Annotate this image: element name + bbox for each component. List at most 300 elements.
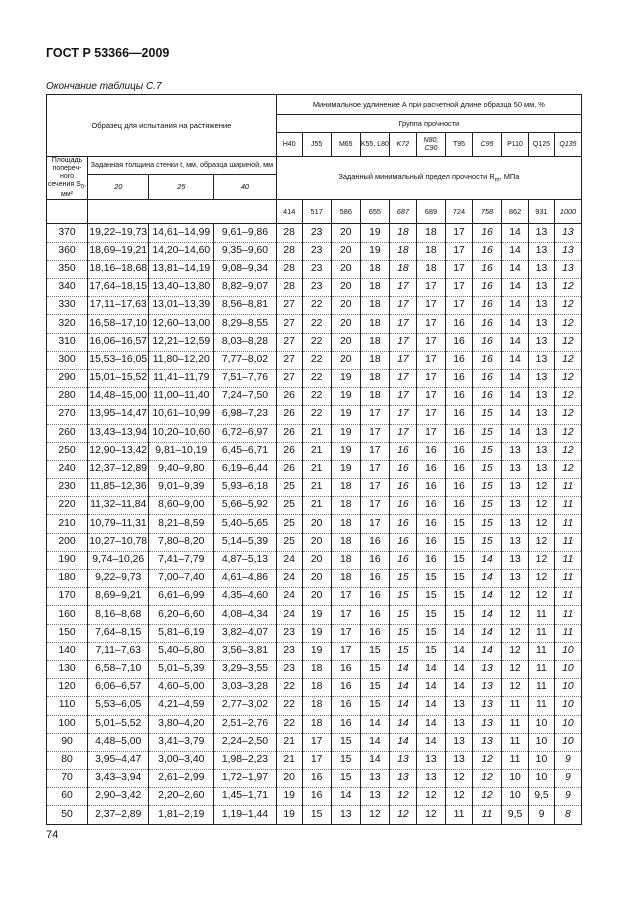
elongation-cell: 14 <box>416 715 445 733</box>
table-row <box>47 260 582 278</box>
strength-687: 687 <box>389 200 416 224</box>
elongation-cell: 15 <box>446 551 473 569</box>
table-row <box>47 624 582 642</box>
thickness-cell: 9,01–9,39 <box>149 479 214 497</box>
elongation-cell: 13 <box>529 333 555 351</box>
elongation-cell: 18 <box>360 388 389 406</box>
elongation-cell: 16 <box>446 369 473 387</box>
grade--110: Р110 <box>502 133 529 157</box>
table-row <box>47 588 582 606</box>
elongation-cell: 15 <box>446 606 473 624</box>
thickness-cell: 9,74–10,26 <box>87 551 148 569</box>
table-row <box>47 333 582 351</box>
grade--65: М65 <box>331 133 360 157</box>
area-cell: 240 <box>47 460 88 478</box>
elongation-cell: 18 <box>389 260 416 278</box>
table-row <box>47 697 582 715</box>
elongation-cell: 25 <box>276 479 302 497</box>
elongation-cell: 13 <box>416 770 445 788</box>
thickness-cell: 2,77–3,02 <box>214 697 277 715</box>
elongation-cell: 14 <box>502 315 529 333</box>
elongation-cell: 12 <box>529 551 555 569</box>
elongation-cell: 14 <box>502 424 529 442</box>
elongation-cell: 11 <box>529 606 555 624</box>
thickness-cell: 2,24–2,50 <box>214 733 277 751</box>
elongation-cell: 20 <box>331 297 360 315</box>
elongation-cell: 15 <box>331 733 360 751</box>
elongation-cell: 14 <box>360 751 389 769</box>
elongation-cell: 16 <box>472 260 501 278</box>
area-cell: 220 <box>47 497 88 515</box>
elongation-cell: 13 <box>472 679 501 697</box>
table-row <box>47 351 582 369</box>
thickness-cell: 8,29–8,55 <box>214 315 277 333</box>
elongation-cell: 14 <box>389 660 416 678</box>
area-cell: 80 <box>47 751 88 769</box>
elongation-cell: 22 <box>276 715 302 733</box>
elongation-cell: 13 <box>502 515 529 533</box>
elongation-cell: 13 <box>529 260 555 278</box>
thickness-cell: 4,48–5,00 <box>87 733 148 751</box>
grade--40: Н40 <box>276 133 302 157</box>
width-25: 25 <box>149 174 214 200</box>
elongation-cell: 13 <box>389 770 416 788</box>
elongation-cell: 16 <box>389 497 416 515</box>
elongation-cell: 10 <box>529 751 555 769</box>
elongation-cell: 14 <box>446 642 473 660</box>
thickness-cell: 16,06–16,57 <box>87 333 148 351</box>
elongation-cell: 16 <box>331 697 360 715</box>
area-cell: 200 <box>47 533 88 551</box>
elongation-cell: 18 <box>331 570 360 588</box>
grade-k72: K72 <box>389 133 416 157</box>
area-cell: 210 <box>47 515 88 533</box>
strength-group-header: Группа прочности <box>276 115 581 133</box>
elongation-cell: 17 <box>389 315 416 333</box>
elongation-cell: 16 <box>472 351 501 369</box>
grade-c95: C95 <box>472 133 501 157</box>
elongation-cell: 17 <box>446 224 473 242</box>
elongation-cell: 14 <box>360 733 389 751</box>
area-cell: 350 <box>47 260 88 278</box>
elongation-cell: 12 <box>389 806 416 824</box>
elongation-cell: 15 <box>331 770 360 788</box>
elongation-cell: 18 <box>360 260 389 278</box>
table-row <box>47 369 582 387</box>
area-cell: 320 <box>47 315 88 333</box>
elongation-cell: 19 <box>360 224 389 242</box>
thickness-cell: 6,58–7,10 <box>87 660 148 678</box>
elongation-cell: 22 <box>276 697 302 715</box>
elongation-cell: 16 <box>446 424 473 442</box>
thickness-cell: 10,79–11,31 <box>87 515 148 533</box>
elongation-cell: 12 <box>529 479 555 497</box>
area-cell: 50 <box>47 806 88 824</box>
elongation-cell: 20 <box>302 533 331 551</box>
elongation-cell: 22 <box>276 679 302 697</box>
elongation-cell: 12 <box>554 351 581 369</box>
elongation-cell: 13 <box>472 733 501 751</box>
elongation-cell: 16 <box>446 315 473 333</box>
elongation-cell: 22 <box>302 297 331 315</box>
area-cell: 370 <box>47 224 88 242</box>
thickness-cell: 9,22–9,73 <box>87 570 148 588</box>
table-row <box>47 733 582 751</box>
table-row <box>47 788 582 806</box>
strength-414: 414 <box>276 200 302 224</box>
elongation-cell: 10 <box>554 679 581 697</box>
thickness-cell: 4,08–4,34 <box>214 606 277 624</box>
elongation-cell: 15 <box>472 533 501 551</box>
elongation-cell: 14 <box>502 242 529 260</box>
elongation-cell: 13 <box>502 551 529 569</box>
elongation-cell: 26 <box>276 424 302 442</box>
elongation-cell: 13 <box>529 388 555 406</box>
elongation-cell: 15 <box>472 515 501 533</box>
thickness-cell: 5,66–5,92 <box>214 497 277 515</box>
thickness-cell: 6,20–6,60 <box>149 606 214 624</box>
elongation-cell: 11 <box>529 624 555 642</box>
elongation-cell: 11 <box>554 624 581 642</box>
elongation-cell: 10 <box>502 770 529 788</box>
elongation-cell: 12 <box>529 515 555 533</box>
elongation-cell: 10 <box>529 770 555 788</box>
elongation-cell: 18 <box>360 297 389 315</box>
thickness-cell: 8,16–8,68 <box>87 606 148 624</box>
thickness-cell: 11,00–11,40 <box>149 388 214 406</box>
elongation-cell: 20 <box>331 279 360 297</box>
elongation-cell: 12 <box>502 588 529 606</box>
elongation-cell: 21 <box>302 479 331 497</box>
thickness-cell: 7,80–8,20 <box>149 533 214 551</box>
elongation-cell: 13 <box>502 497 529 515</box>
thickness-cell: 11,80–12,20 <box>149 351 214 369</box>
elongation-cell: 12 <box>529 533 555 551</box>
elongation-cell: 17 <box>446 279 473 297</box>
elongation-cell: 27 <box>276 333 302 351</box>
elongation-cell: 14 <box>502 406 529 424</box>
elongation-cell: 13 <box>529 315 555 333</box>
elongation-cell: 14 <box>389 679 416 697</box>
elongation-cell: 14 <box>502 351 529 369</box>
elongation-cell: 17 <box>360 497 389 515</box>
elongation-cell: 13 <box>529 242 555 260</box>
elongation-cell: 16 <box>302 770 331 788</box>
elongation-cell: 15 <box>360 660 389 678</box>
elongation-cell: 13 <box>502 570 529 588</box>
elongation-cell: 17 <box>416 406 445 424</box>
elongation-cell: 10 <box>554 733 581 751</box>
area-cell: 270 <box>47 406 88 424</box>
elongation-cell: 16 <box>389 442 416 460</box>
elongation-cell: 25 <box>276 497 302 515</box>
thickness-cell: 4,35–4,60 <box>214 588 277 606</box>
elongation-cell: 16 <box>446 460 473 478</box>
elongation-cell: 17 <box>389 406 416 424</box>
elongation-cell: 21 <box>302 460 331 478</box>
elongation-cell: 12 <box>554 460 581 478</box>
elongation-cell: 11 <box>529 679 555 697</box>
elongation-cell: 12 <box>554 369 581 387</box>
thickness-cell: 7,24–7,50 <box>214 388 277 406</box>
elongation-cell: 16 <box>416 460 445 478</box>
strength-586: 586 <box>331 200 360 224</box>
elongation-cell: 18 <box>331 551 360 569</box>
elongation-cell: 11 <box>502 697 529 715</box>
elongation-cell: 17 <box>331 624 360 642</box>
elongation-cell: 9,5 <box>529 788 555 806</box>
elongation-cell: 16 <box>446 351 473 369</box>
strength-931: 931 <box>529 200 555 224</box>
thickness-cell: 16,58–17,10 <box>87 315 148 333</box>
elongation-cell: 18 <box>331 497 360 515</box>
elongation-cell: 19 <box>302 606 331 624</box>
thickness-cell: 14,20–14,60 <box>149 242 214 260</box>
elongation-cell: 26 <box>276 460 302 478</box>
grade-j55: J55 <box>302 133 331 157</box>
thickness-cell: 2,37–2,89 <box>87 806 148 824</box>
elongation-cell: 16 <box>360 533 389 551</box>
elongation-cell: 19 <box>331 388 360 406</box>
elongation-cell: 26 <box>276 442 302 460</box>
thickness-cell: 3,29–3,55 <box>214 660 277 678</box>
elongation-cell: 19 <box>331 424 360 442</box>
thickness-cell: 4,87–5,13 <box>214 551 277 569</box>
table-row <box>47 806 582 824</box>
elongation-cell: 27 <box>276 297 302 315</box>
elongation-cell: 15 <box>302 806 331 824</box>
elongation-cell: 14 <box>472 624 501 642</box>
table-row <box>47 242 582 260</box>
elongation-cell: 14 <box>472 570 501 588</box>
thickness-cell: 2,20–2,60 <box>149 788 214 806</box>
elongation-cell: 16 <box>416 515 445 533</box>
elongation-cell: 16 <box>446 406 473 424</box>
elongation-cell: 11 <box>529 697 555 715</box>
area-cell: 110 <box>47 697 88 715</box>
elongation-cell: 17 <box>389 369 416 387</box>
elongation-cell: 18 <box>360 369 389 387</box>
area-cell: 230 <box>47 479 88 497</box>
elongation-cell: 13 <box>502 442 529 460</box>
elongation-cell: 14 <box>416 679 445 697</box>
elongation-cell: 17 <box>416 333 445 351</box>
thickness-cell: 10,27–10,78 <box>87 533 148 551</box>
elongation-cell: 16 <box>472 242 501 260</box>
area-cell: 250 <box>47 442 88 460</box>
thickness-cell: 3,43–3,94 <box>87 770 148 788</box>
elongation-cell: 11 <box>554 606 581 624</box>
elongation-cell: 14 <box>389 715 416 733</box>
elongation-cell: 16 <box>416 497 445 515</box>
elongation-cell: 17 <box>331 606 360 624</box>
page-number: 74 <box>46 829 59 841</box>
area-cell: 100 <box>47 715 88 733</box>
elongation-cell: 13 <box>529 460 555 478</box>
elongation-cell: 20 <box>331 315 360 333</box>
elongation-cell: 20 <box>302 588 331 606</box>
thickness-cell: 2,51–2,76 <box>214 715 277 733</box>
grade-n80-c90: N80, C90 <box>416 133 445 157</box>
elongation-cell: 11 <box>554 515 581 533</box>
elongation-cell: 22 <box>302 351 331 369</box>
area-cell: 120 <box>47 679 88 697</box>
thickness-cell: 3,00–3,40 <box>149 751 214 769</box>
elongation-cell: 12 <box>554 297 581 315</box>
elongation-cell: 11 <box>446 806 473 824</box>
elongation-cell: 16 <box>360 551 389 569</box>
elongation-cell: 24 <box>276 588 302 606</box>
table-continuation-title: Окончание таблицы С.7 <box>46 81 162 92</box>
elongation-cell: 19 <box>331 442 360 460</box>
elongation-cell: 16 <box>389 551 416 569</box>
thickness-cell: 3,41–3,79 <box>149 733 214 751</box>
area-cell: 60 <box>47 788 88 806</box>
thickness-cell: 10,20–10,60 <box>149 424 214 442</box>
elongation-cell: 15 <box>416 570 445 588</box>
strength-758: 758 <box>472 200 501 224</box>
thickness-cell: 5,01–5,39 <box>149 660 214 678</box>
elongation-cell: 16 <box>389 515 416 533</box>
elongation-cell: 12 <box>502 624 529 642</box>
grade--95: Т95 <box>446 133 473 157</box>
table-row <box>47 479 582 497</box>
elongation-cell: 20 <box>302 570 331 588</box>
elongation-cell: 16 <box>389 533 416 551</box>
elongation-table <box>46 94 582 825</box>
table-row <box>47 660 582 678</box>
thickness-cell: 9,08–9,34 <box>214 260 277 278</box>
elongation-cell: 22 <box>302 388 331 406</box>
elongation-cell: 15 <box>389 588 416 606</box>
thickness-cell: 5,53–6,05 <box>87 697 148 715</box>
elongation-cell: 16 <box>472 297 501 315</box>
elongation-cell: 15 <box>389 570 416 588</box>
thickness-cell: 4,61–4,86 <box>214 570 277 588</box>
elongation-cell: 14 <box>502 333 529 351</box>
elongation-cell: 20 <box>331 242 360 260</box>
elongation-cell: 16 <box>416 551 445 569</box>
elongation-cell: 14 <box>446 660 473 678</box>
thickness-cell: 7,41–7,79 <box>149 551 214 569</box>
elongation-cell: 18 <box>302 679 331 697</box>
thickness-cell: 5,01–5,52 <box>87 715 148 733</box>
elongation-cell: 13 <box>554 260 581 278</box>
area-cell: 170 <box>47 588 88 606</box>
elongation-cell: 18 <box>302 697 331 715</box>
elongation-cell: 12 <box>446 788 473 806</box>
elongation-cell: 13 <box>554 242 581 260</box>
elongation-cell: 18 <box>302 660 331 678</box>
elongation-cell: 13 <box>529 424 555 442</box>
thickness-cell: 5,81–6,19 <box>149 624 214 642</box>
elongation-cell: 12 <box>502 660 529 678</box>
elongation-cell: 13 <box>472 660 501 678</box>
elongation-cell: 12 <box>554 333 581 351</box>
elongation-cell: 15 <box>389 624 416 642</box>
thickness-cell: 3,95–4,47 <box>87 751 148 769</box>
elongation-cell: 15 <box>389 606 416 624</box>
elongation-cell: 12 <box>529 497 555 515</box>
elongation-cell: 15 <box>446 570 473 588</box>
elongation-cell: 10 <box>554 660 581 678</box>
elongation-cell: 15 <box>472 424 501 442</box>
elongation-cell: 14 <box>416 697 445 715</box>
table-row <box>47 497 582 515</box>
strength-862: 862 <box>502 200 529 224</box>
elongation-cell: 11 <box>554 533 581 551</box>
elongation-cell: 13 <box>446 733 473 751</box>
elongation-cell: 14 <box>472 642 501 660</box>
elongation-cell: 24 <box>276 570 302 588</box>
thickness-cell: 2,90–3,42 <box>87 788 148 806</box>
elongation-cell: 15 <box>360 697 389 715</box>
elongation-cell: 16 <box>472 388 501 406</box>
elongation-cell: 16 <box>446 497 473 515</box>
area-header: Площадь попереч-ного сечения $S_0$, мм² <box>47 157 87 199</box>
elongation-cell: 13 <box>472 697 501 715</box>
elongation-cell: 17 <box>360 515 389 533</box>
thickness-cell: 6,45–6,71 <box>214 442 277 460</box>
thickness-cell: 18,16–18,68 <box>87 260 148 278</box>
elongation-cell: 13 <box>502 460 529 478</box>
elongation-cell: 27 <box>276 369 302 387</box>
elongation-cell: 16 <box>302 788 331 806</box>
elongation-cell: 16 <box>360 624 389 642</box>
elongation-cell: 26 <box>276 406 302 424</box>
elongation-cell: 20 <box>276 770 302 788</box>
elongation-cell: 12 <box>502 679 529 697</box>
elongation-cell: 17 <box>446 260 473 278</box>
elongation-cell: 12 <box>554 424 581 442</box>
elongation-cell: 14 <box>360 715 389 733</box>
elongation-cell: 12 <box>529 588 555 606</box>
table-row <box>47 424 582 442</box>
thickness-cell: 17,64–18,15 <box>87 279 148 297</box>
elongation-cell: 19 <box>276 806 302 824</box>
table-row <box>47 570 582 588</box>
elongation-cell: 16 <box>472 279 501 297</box>
elongation-cell: 12 <box>416 788 445 806</box>
area-cell: 310 <box>47 333 88 351</box>
elongation-cell: 12 <box>502 642 529 660</box>
elongation-cell: 23 <box>302 279 331 297</box>
elongation-cell: 17 <box>360 424 389 442</box>
thickness-cell: 7,51–7,76 <box>214 369 277 387</box>
elongation-cell: 16 <box>331 660 360 678</box>
elongation-cell: 19 <box>360 242 389 260</box>
elongation-cell: 13 <box>502 479 529 497</box>
table-row <box>47 442 582 460</box>
table-row <box>47 642 582 660</box>
elongation-cell: 14 <box>502 224 529 242</box>
table-row <box>47 315 582 333</box>
elongation-cell: 22 <box>302 406 331 424</box>
elongation-cell: 15 <box>472 479 501 497</box>
elongation-cell: 20 <box>302 551 331 569</box>
elongation-cell: 12 <box>554 442 581 460</box>
elongation-cell: 18 <box>360 351 389 369</box>
elongation-cell: 14 <box>331 788 360 806</box>
elongation-cell: 12 <box>554 315 581 333</box>
elongation-cell: 9 <box>529 806 555 824</box>
strength-655: 655 <box>360 200 389 224</box>
elongation-cell: 18 <box>416 224 445 242</box>
thickness-cell: 8,82–9,07 <box>214 279 277 297</box>
elongation-cell: 14 <box>502 388 529 406</box>
area-cell: 180 <box>47 570 88 588</box>
elongation-cell: 15 <box>389 642 416 660</box>
